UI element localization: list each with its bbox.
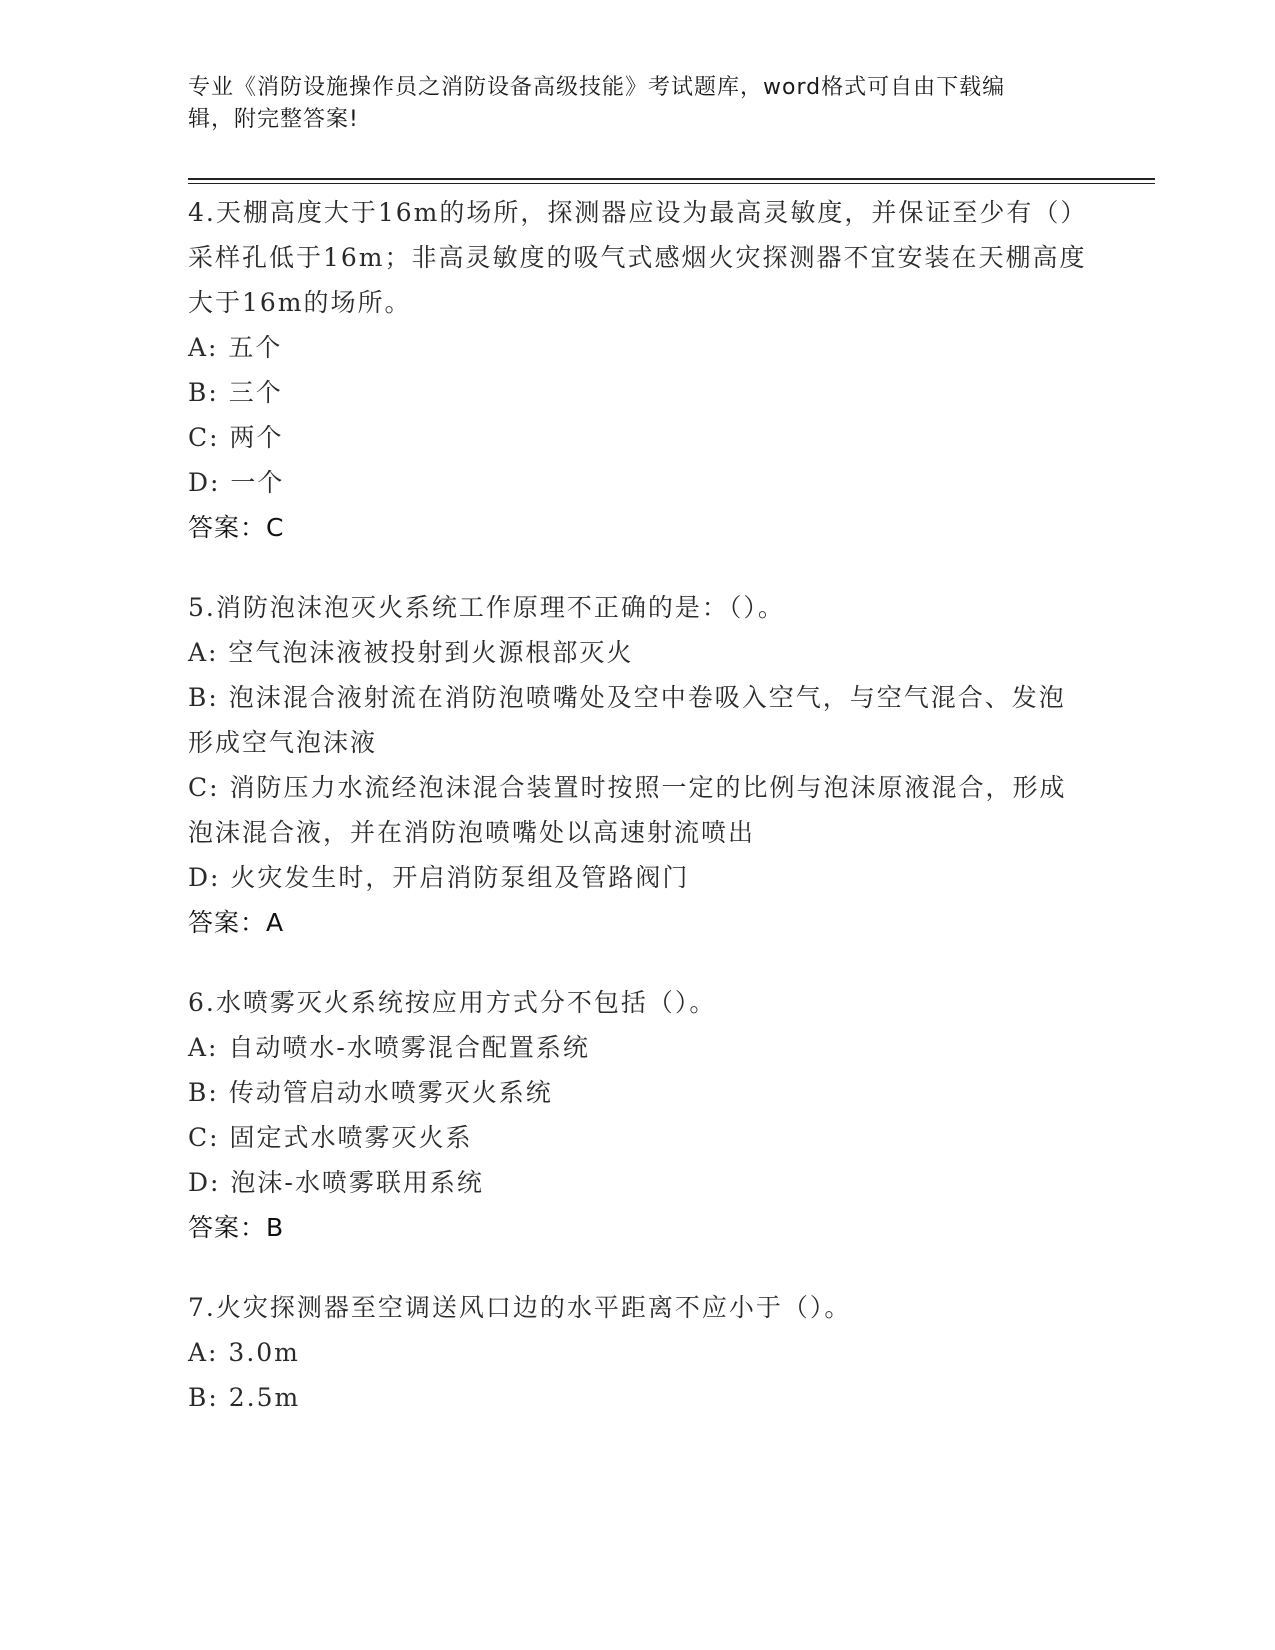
answer-label: 答案：A — [188, 908, 285, 937]
option-b: B: 2.5m — [188, 1383, 301, 1412]
option-a: A: 空气泡沫液被投射到火源根部灭火 — [188, 638, 634, 667]
option-c: C: 固定式水喷雾灭火系 — [188, 1123, 473, 1152]
option-b: B: 泡沫混合液射流在消防泡喷嘴处及空中卷吸入空气，与空气混合、发泡形成空气泡沫液 — [188, 683, 1066, 757]
answer-label: 答案：B — [188, 1213, 285, 1242]
question-text: 5.消防泡沫泡灭火系统工作原理不正确的是：（）。 — [188, 593, 785, 622]
option-a: A: 五个 — [188, 333, 283, 362]
answer-label: 答案：C — [188, 513, 285, 542]
question-list — [188, 190, 1088, 1455]
header-line-2: 辑，附完整答案! — [188, 107, 359, 132]
header-divider-thin — [188, 183, 1155, 184]
option-a: A: 3.0m — [188, 1338, 300, 1367]
question-text: 4.天棚高度大于16m的场所，探测器应设为最高灵敏度，并保证至少有（）采样孔低于16m；非高灵敏度的吸气式感烟火灾探测器不宜安装在天棚高度大于16m的场所。 — [188, 198, 1088, 317]
question-5 — [188, 585, 1088, 945]
question-4 — [188, 190, 1088, 550]
option-d: D: 泡沫-水喷雾联用系统 — [188, 1168, 484, 1197]
option-a: A: 自动喷水-水喷雾混合配置系统 — [188, 1033, 590, 1062]
question-7 — [188, 1285, 1088, 1420]
question-text: 6.水喷雾灭火系统按应用方式分不包括（）。 — [188, 988, 717, 1017]
option-d: D: 火灾发生时，开启消防泵组及管路阀门 — [188, 863, 690, 892]
option-b: B: 三个 — [188, 378, 283, 407]
document-header — [188, 72, 1088, 136]
header-line-1: 专业《消防设施操作员之消防设备高级技能》考试题库，word格式可自由下载编 — [188, 75, 1006, 100]
option-d: D: 一个 — [188, 468, 285, 497]
question-6 — [188, 980, 1088, 1250]
option-c: C: 消防压力水流经泡沫混合装置时按照一定的比例与泡沫原液混合，形成泡沫混合液，并在消防泡喷嘴处以高速射流喷出 — [188, 773, 1067, 847]
option-b: B: 传动管启动水喷雾灭火系统 — [188, 1078, 553, 1107]
question-text: 7.火灾探测器至空调送风口边的水平距离不应小于（）。 — [188, 1293, 852, 1322]
header-divider-thick — [188, 178, 1155, 180]
option-c: C: 两个 — [188, 423, 284, 452]
